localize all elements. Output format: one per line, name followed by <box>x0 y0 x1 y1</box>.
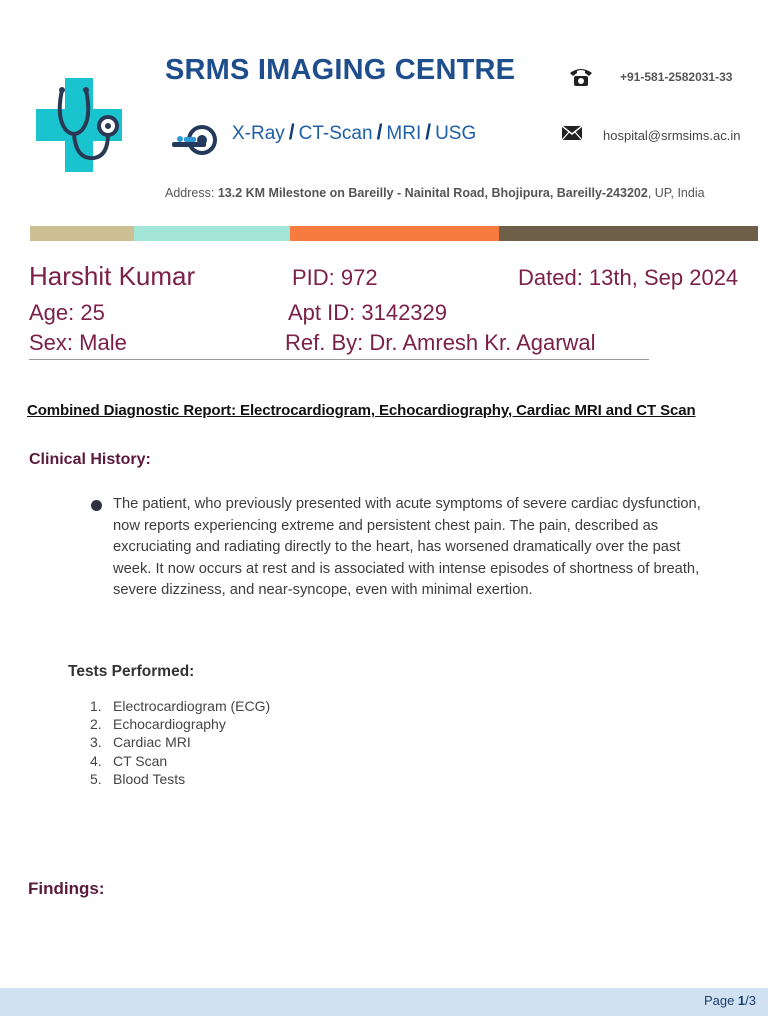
service-mri: MRI <box>386 123 422 144</box>
list-item <box>90 752 270 770</box>
list-item <box>90 697 270 715</box>
list-item-number: 2. <box>90 716 102 733</box>
list-item-label: Cardiac MRI <box>113 734 191 751</box>
list-item-number: 4. <box>90 752 102 769</box>
page-footer <box>0 988 768 1016</box>
color-bar-segment <box>134 226 290 241</box>
color-bar-segment <box>30 226 134 241</box>
color-bar-segment <box>290 226 499 241</box>
tests-performed-heading: Tests Performed: <box>68 663 195 680</box>
list-item-number: 5. <box>90 770 102 787</box>
address-main: 13.2 KM Milestone on Bareilly - Nainital Road, Bhojipura, Bareilly-243202 <box>217 186 648 200</box>
email-address: hospital@srmsims.ac.in <box>603 128 741 143</box>
patient-info-divider <box>29 359 649 360</box>
report-title: Combined Diagnostic Report: Electrocardiogram, Echocardiography, Cardiac MRI and CT Scan <box>27 402 696 419</box>
patient-id: PID: 972 <box>292 265 378 290</box>
tests-list <box>90 697 270 788</box>
list-item-label: Blood Tests <box>113 770 186 787</box>
findings-heading: Findings: <box>28 879 105 898</box>
list-item-label: Electrocardiogram (ECG) <box>113 698 271 714</box>
service-usg: USG <box>435 123 477 144</box>
phone-number: +91-581-2582031-33 <box>620 70 733 84</box>
list-item-number: 3. <box>90 734 102 751</box>
scanner-icon <box>172 124 218 156</box>
color-bar-segment <box>499 226 758 241</box>
service-separator: / <box>288 121 295 144</box>
appointment-id: Apt ID: 3142329 <box>288 300 448 325</box>
services-line <box>232 121 476 145</box>
service-separator: / <box>425 121 432 144</box>
patient-sex: Sex: Male <box>29 330 127 355</box>
service-ctscan: CT-Scan <box>298 123 373 144</box>
phone-icon <box>568 64 594 88</box>
list-item <box>90 733 270 751</box>
patient-age: Age: 25 <box>29 300 105 325</box>
list-item <box>90 715 270 733</box>
medical-cross-stethoscope-logo <box>36 78 122 172</box>
page-number <box>704 993 756 1008</box>
list-item-label: Echocardiography <box>113 716 226 733</box>
service-xray: X-Ray <box>232 123 285 144</box>
clinical-history-text: The patient, who previously presented with acute symptoms of severe cardiac dysfunction, now reports experiencing extreme and persistent chest pain. The pain, described as excruciating and radiating directly to the heart, has worsened dramatically over the past week. It now occurs at rest and is associated with intense episodes of shortness of breath, severe dizziness, and near-syncope, even with minimal exertion. <box>113 496 701 599</box>
list-item-label: CT Scan <box>113 752 168 769</box>
referred-by: Ref. By: Dr. Amresh Kr. Agarwal <box>285 330 596 355</box>
page-label: Page <box>703 993 738 1008</box>
center-name: SRMS IMAGING CENTRE <box>165 54 516 86</box>
clinical-history-heading: Clinical History: <box>29 451 151 468</box>
mail-icon <box>562 126 582 140</box>
list-item <box>90 770 270 788</box>
color-bar <box>30 226 758 241</box>
page-current: 1 <box>737 993 746 1008</box>
page-total: /3 <box>745 993 756 1008</box>
address <box>165 186 705 200</box>
address-tail: , UP, India <box>647 186 705 200</box>
patient-name: Harshit Kumar <box>29 261 196 291</box>
list-item-number: 1. <box>90 698 102 714</box>
address-label: Address: <box>165 186 218 200</box>
service-separator: / <box>376 121 383 144</box>
bullet-icon <box>91 500 102 511</box>
report-date: Dated: 13th, Sep 2024 <box>518 265 739 290</box>
